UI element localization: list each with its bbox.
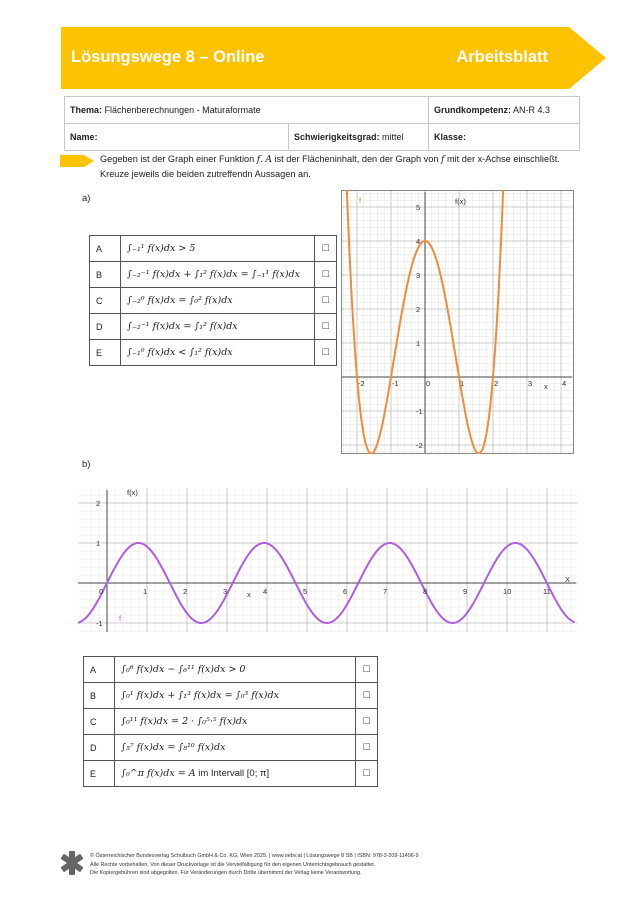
task-arrow-icon — [60, 155, 94, 167]
option-formula: ∫₋₂⁻¹ f(x)dx = ∫₁² f(x)dx — [121, 314, 315, 340]
klasse-cell[interactable] — [429, 124, 580, 151]
thema-label: Thema: — [70, 105, 103, 115]
option-key: C — [90, 288, 121, 314]
option-formula-main: ∫₀^π f(x)dx = A — [121, 768, 196, 779]
task-f: f — [441, 154, 445, 165]
y-tick-label: -1 — [96, 619, 103, 628]
graph-b — [78, 488, 578, 632]
x-tick-label: 1 — [143, 587, 148, 596]
task-A: A — [265, 154, 272, 165]
checkbox[interactable]: ☐ — [356, 657, 378, 683]
x-tick-label: 3 — [223, 587, 228, 596]
x-tick-label: 10 — [503, 587, 512, 596]
graph-a — [341, 190, 574, 454]
option-row[interactable] — [90, 236, 337, 262]
x-tick-label: 5 — [303, 587, 308, 596]
option-row[interactable] — [84, 657, 378, 683]
function-label: f — [119, 614, 122, 623]
kompetenz-value: AN-R 4.3 — [513, 105, 551, 115]
x-tick-label: 11 — [543, 587, 551, 596]
function-label: f — [359, 196, 362, 205]
part-b-label: b) — [82, 459, 91, 470]
part-a-options — [89, 235, 337, 366]
meta-table — [64, 96, 580, 151]
schwierigkeit-label: Schwierigkeitsgrad: — [294, 132, 380, 142]
name-cell[interactable] — [65, 124, 289, 151]
y-tick-label: -1 — [416, 407, 423, 416]
x-tick-label: 7 — [383, 587, 388, 596]
checkbox[interactable]: ☐ — [356, 735, 378, 761]
y-axis-label: f(x) — [455, 197, 466, 206]
option-key: D — [90, 314, 121, 340]
task-text-part: ist der Flächeninhalt, den der Graph von — [271, 154, 441, 164]
option-row[interactable] — [90, 314, 337, 340]
y-tick-label: -2 — [416, 441, 423, 450]
x-axis-label: x — [247, 590, 251, 599]
x-tick-label: 2 — [183, 587, 188, 596]
checkbox[interactable]: ☐ — [315, 340, 337, 366]
name-label: Name: — [70, 132, 98, 142]
option-formula: ∫₋₂⁰ f(x)dx = ∫₀² f(x)dx — [121, 288, 315, 314]
y-tick-label: 2 — [416, 305, 421, 314]
task-line-1 — [100, 152, 580, 167]
x-tick-label: 0 — [426, 379, 431, 388]
checkbox[interactable]: ☐ — [315, 288, 337, 314]
publisher-logo-icon — [60, 851, 84, 875]
header-banner — [61, 27, 601, 89]
x-tick-label: 3 — [528, 379, 533, 388]
option-row[interactable] — [90, 262, 337, 288]
x-tick-label: -2 — [358, 379, 365, 388]
option-row[interactable] — [84, 735, 378, 761]
option-key: D — [84, 735, 115, 761]
option-formula: ∫₅⁷ f(x)dx = ∫₈¹⁰ f(x)dx — [115, 735, 356, 761]
x-axis-label: x — [544, 382, 548, 391]
part-a-label: a) — [82, 193, 91, 204]
y-tick-label: 3 — [416, 271, 421, 280]
option-key: A — [84, 657, 115, 683]
thema-value: Flächenberechnungen - Maturaformate — [104, 105, 261, 115]
option-row[interactable] — [84, 683, 378, 709]
option-row[interactable] — [90, 340, 337, 366]
header-doc-type: Arbeitsblatt — [456, 48, 548, 66]
x-tick-label: -1 — [392, 379, 399, 388]
checkbox[interactable]: ☐ — [315, 314, 337, 340]
option-key: C — [84, 709, 115, 735]
y-axis-label: f(x) — [127, 488, 138, 497]
y-tick-label: 2 — [96, 499, 101, 508]
checkbox[interactable]: ☐ — [356, 761, 378, 787]
kompetenz-cell — [429, 97, 580, 124]
klasse-label: Klasse: — [434, 132, 467, 142]
checkbox[interactable]: ☐ — [356, 683, 378, 709]
part-b-options — [83, 656, 378, 787]
y-tick-label: 1 — [96, 539, 101, 548]
graph-frame — [342, 191, 574, 454]
option-row[interactable] — [84, 761, 378, 787]
task-text-part: mit der x-Achse einschließt. — [444, 154, 560, 164]
x-tick-label: 6 — [343, 587, 348, 596]
checkbox[interactable]: ☐ — [315, 262, 337, 288]
footer — [90, 852, 419, 878]
x-tick-label: 1 — [460, 379, 465, 388]
option-key: A — [90, 236, 121, 262]
x-tick-label: 9 — [463, 587, 468, 596]
option-formula: ∫₀⁶ f(x)dx − ∫₆¹¹ f(x)dx > 0 — [115, 657, 356, 683]
option-key: E — [84, 761, 115, 787]
option-formula: ∫₋₂⁻¹ f(x)dx + ∫₁² f(x)dx = ∫₋₁¹ f(x)dx — [121, 262, 315, 288]
option-key: B — [84, 683, 115, 709]
task-text — [100, 152, 580, 182]
option-formula: ∫₀¹¹ f(x)dx = 2 · ∫₀⁵·⁵ f(x)dx — [115, 709, 356, 735]
y-tick-label: 4 — [416, 237, 421, 246]
task-f: f — [256, 154, 261, 165]
checkbox[interactable]: ☐ — [356, 709, 378, 735]
y-tick-label: 5 — [416, 203, 421, 212]
option-row[interactable] — [84, 709, 378, 735]
option-row[interactable] — [90, 288, 337, 314]
x-tick-label: 8 — [423, 587, 428, 596]
task-text-part: Gegeben ist der Graph einer Funktion — [100, 154, 257, 164]
x-tick-label: 4 — [263, 587, 268, 596]
option-formula: ∫₋₁¹ f(x)dx > 5 — [121, 236, 315, 262]
x-tick-label: 2 — [494, 379, 499, 388]
option-key: B — [90, 262, 121, 288]
checkbox[interactable]: ☐ — [315, 236, 337, 262]
footer-line: © Österreichischer Bundesverlag Schulbuch GmbH & Co. KG, Wien 2025. | www.oebv.at | Lösungswege 8 SB | ISBN: 978-3-209-11496-9 — [90, 853, 419, 859]
x-axis-end-label: X — [565, 575, 571, 584]
task-line-2: Kreuze jeweils die beiden zutreffendn Aussagen an. — [100, 169, 311, 179]
footer-line: Alle Rechte vorbehalten. Von dieser Druckvorlage ist die Vervielfältigung für den eigenen Unterrichtsgebrauch gestattet. — [90, 861, 376, 868]
option-formula: ∫₋₁⁰ f(x)dx < ∫₁² f(x)dx — [121, 340, 315, 366]
option-formula-tail: im Intervall [0; π] — [195, 768, 270, 779]
x-tick-label: 0 — [99, 587, 104, 596]
option-key: E — [90, 340, 121, 366]
option-formula: ∫₀¹ f(x)dx + ∫₁³ f(x)dx = ∫₀³ f(x)dx — [115, 683, 356, 709]
header-title: Lösungswege 8 – Online — [71, 48, 265, 66]
task-text-part: . — [260, 154, 266, 164]
option-formula — [115, 761, 356, 787]
x-tick-label: 4 — [562, 379, 567, 388]
y-tick-label: 1 — [416, 339, 421, 348]
schwierigkeit-value: mittel — [382, 132, 404, 142]
thema-cell — [65, 97, 429, 124]
footer-line: Die Kopiergebühren sind abgegolten. Für Veränderungen durch Dritte übernimmt der Verlag keine Verantwortung. — [90, 870, 362, 877]
schwierigkeit-cell — [289, 124, 429, 151]
kompetenz-label: Grundkompetenz: — [434, 105, 512, 115]
